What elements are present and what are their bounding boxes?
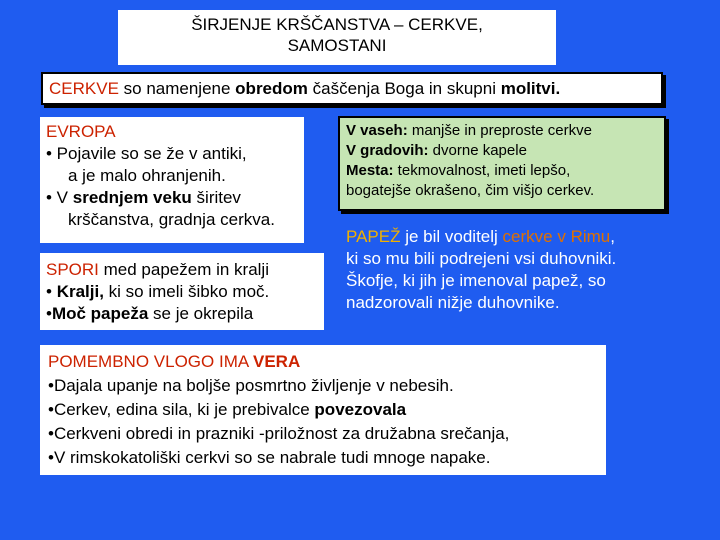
subtitle-obredom: obredom [235,79,308,98]
title-box [118,10,556,65]
pope-church-rome: cerkve v Rimu [502,227,611,246]
church-types-line-4: bogatejše okrašeno, čim višjo cerkev. [346,182,595,199]
towns-label: Mesta: [346,162,394,179]
faith-bullet-1: •Dajala upanje na boljše posmrtno življenje v nebesih. [48,376,454,395]
spori-line-2-text: ki so imeli šibko moč. [103,282,270,301]
europe-bullet-1-cont: a je malo ohranjenih. [68,166,226,185]
faith-heading [48,350,598,374]
europe-box [40,117,304,243]
pope-line-2: ki so mu bili podrejeni vsi duhovniki. [346,249,617,268]
europe-bullet-2-cont: krščanstva, gradnja cerkva. [68,210,275,229]
pope-line-4: nadzorovali nižje duhovnike. [346,293,560,312]
spori-line-3-bullet: • [46,304,52,323]
spori-kralji: Kralji, [56,282,104,301]
europe-bullet-2 [46,187,298,209]
pope-line-3: Škofje, ki jih je imenoval papež, so [346,271,606,290]
faith-bullet-2-text: •Cerkev, edina sila, ki je prebivalce [48,400,315,419]
europe-bullet-2-a: • V [46,188,73,207]
towns-text: tekmovalnost, imeti lepšo, [393,162,571,179]
faith-heading-1: POMEMBNO VLOGO [48,352,215,371]
europe-heading: EVROPA [46,122,116,141]
faith-bullet-2-bold: povezovala [314,400,407,419]
title-line-2: SAMOSTANI [287,36,387,55]
castles-text: dvorne kapele [428,142,527,159]
spori-line-1 [46,259,318,281]
europe-bullet-2-bold: srednjem veku [72,188,192,207]
church-types-line-1 [346,121,658,141]
church-types-line-2 [346,141,658,161]
subtitle-cerkve: CERKVE [49,79,119,98]
pope-heading: PAPEŽ [346,227,401,246]
spori-moc-papeza: Moč papeža [51,304,149,323]
spori-line-2-bullet: • [46,282,57,301]
faith-heading-2: IMA [214,352,253,371]
subtitle-line [49,74,661,103]
pope-line-1-comma: , [610,227,615,246]
spori-line-2 [46,281,318,303]
faith-heading-vera: VERA [252,352,301,371]
europe-bullet-2-c: širitev [191,188,241,207]
subtitle-box [41,72,663,105]
pope-line-1-text: je bil voditelj [400,227,503,246]
faith-bullet-4: •V rimskokatoliški cerkvi so se nabrale tudi mnoge napake. [48,448,491,467]
spori-line-3-text: se je okrepila [148,304,254,323]
pope-line-1 [346,226,660,248]
church-types-box [338,116,666,211]
villages-label: V vaseh: [346,122,408,139]
title-line-1: ŠIRJENJE KRŠČANSTVA – CERKVE, [191,15,483,34]
spori-heading: SPORI [46,260,99,279]
subtitle-text-1: so namenjene [118,79,236,98]
subtitle-molitvi: molitvi. [500,79,561,98]
castles-label: V gradovih: [346,142,429,159]
faith-bullet-2 [48,398,598,422]
villages-text: manjše in preproste cerkve [407,122,592,139]
spori-line-3 [46,303,318,325]
church-types-line-3 [346,161,658,181]
spori-line-1-text: med papežem in kralji [98,260,269,279]
subtitle-text-2: čaščenja Boga in skupni [307,79,501,98]
pope-box [338,222,668,322]
faith-box [40,345,606,475]
spori-box [40,253,324,330]
europe-bullet-1: • Pojavile so se že v antiki, [46,144,247,163]
faith-bullet-3: •Cerkveni obredi in prazniki -priložnost za družabna srečanja, [48,424,510,443]
